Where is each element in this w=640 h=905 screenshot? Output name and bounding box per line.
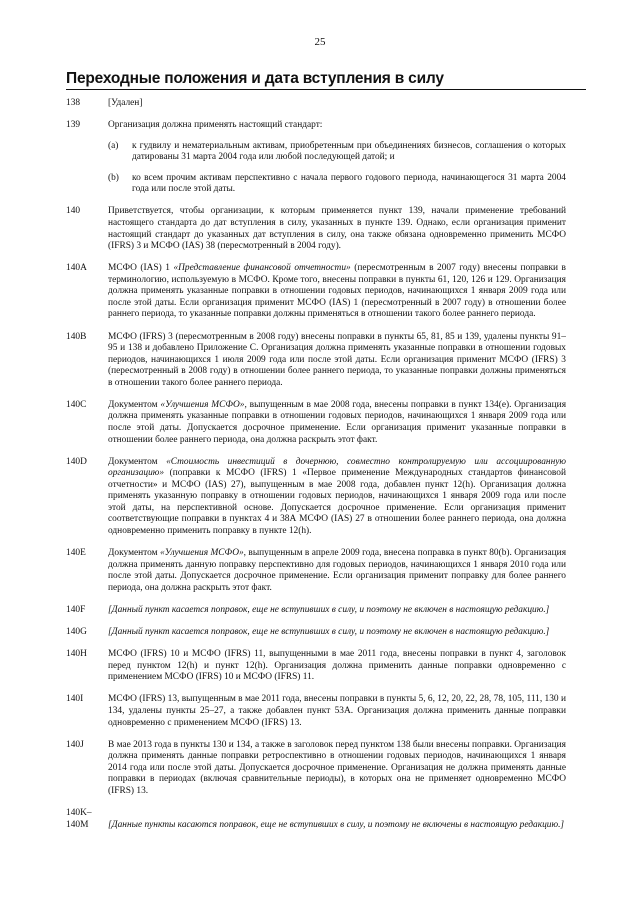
subitem-label: (a) <box>108 140 119 151</box>
paragraph-138 <box>66 98 566 110</box>
paragraph-number: 140B <box>66 331 87 342</box>
paragraph-140h <box>66 649 566 684</box>
text-run: Документом <box>108 399 161 410</box>
subitem-a <box>108 141 566 164</box>
paragraph-text-block <box>108 120 566 196</box>
paragraph-140j <box>66 740 566 798</box>
italic-title: «Улучшения МСФО» <box>160 548 244 559</box>
paragraph-text: В мае 2013 года в пункты 130 и 134, а также в заголовок перед пунктом 138 были внесены поправки. Организация должна применять данные поправки ретроспективно в отношении годовых периодов, начинающихся 1 января 2014 года или после этой даты. Допускается досрочное применение. Организация не должна применять данные поправки в периодах (включая сравнительные периоды), в которых она не применяет одновременно МСФО (IFRS) 13. <box>108 739 566 796</box>
subitem-text: к гудвилу и нематериальным активам, приобретенным при объединениях бизнесов, соглашения о которых датированы 31 марта 2004 года или любой последующей датой; и <box>132 140 566 163</box>
paragraph-number: 140C <box>66 399 87 410</box>
paragraph-139 <box>66 120 566 196</box>
paragraph-number: 140A <box>66 263 87 274</box>
text-run: , выпущенным в апреле 2009 года, внесена поправка в пункт 80(b). Организация должна применять данную поправку перспективно для годовых периодов, начинающихся 1 января 2010 года или после этой даты. Допускается досрочное применение. Если организация применит поправку для более раннего периода, она должна раскрыть этот факт. <box>108 548 566 593</box>
document-body <box>66 98 566 831</box>
paragraph-text: МСФО (IFRS) 3 (пересмотренным в 2008 году) внесены поправки в пункты 65, 81, 85 и 139, удалены пункты 91–95 и 138 и добавлено Приложение С. Организация должна применять указанные поправки в отношении годовых периодов, начинающихся 1 июля 2009 года или после этой даты. Если организация применит МСФО (IFRS) 3 (пересмотренный в 2008 году) в отношении более раннего периода, то указанные поправки должны применяться в отношении такого более раннего периода. <box>108 331 566 388</box>
text-run: (пересмотренным в 2007 году) внесены поправки в терминологию, используемую в МСФО. Кроме того, внесены поправки в пункты 61, 120, 126 и 129. Организация должна применять указанные поправки в отношении годовых периодов, начинающихся 1 января 2009 года или после этой даты. Если организация применит МСФО (IAS) 1 (пересмотренный в 2007 году) в отношении более раннего периода, то указанные поправки должны применяться в отношении такого более раннего периода. <box>108 263 566 320</box>
text-run: (поправки к МСФО (IFRS) 1 «Первое применение Международных стандартов финансовой отчетности» и МСФО (IAS) 27), выпущенным в мае 2008 года, добавлен пункт 12(h). Организация должна применять указанную поправку в отношении годовых периодов, начинающихся 1 января 2009 года или после этой даты, на перспективной основе. Допускается досрочное применение. Если организация применит соответствующие поправки в пунктах 4 и 38А МСФО (IAS) 27 в отношении более раннего периода, она должна одновременно применить поправку в пункте 12(h). <box>108 468 566 536</box>
paragraph-text: Приветствуется, чтобы организации, к которым применяется пункт 139, начали применение требований настоящего стандарта до дат вступления в силу, указанных в пункте 139. Однако, если организация применит настоящий стандарт до указанных дат вступления в силу, она также обязана одновременно применить МСФО (IFRS) 3 и МСФО (IAS) 38 (пересмотренный в 2004 году). <box>108 206 566 252</box>
paragraph-number: 140 <box>66 206 81 217</box>
paragraph-number: 140J <box>66 739 84 750</box>
paragraph-140a <box>66 263 566 321</box>
paragraph-140g <box>66 627 566 639</box>
paragraph-number: 140F <box>66 604 86 615</box>
paragraph-text: Организация должна применять настоящий стандарт: <box>108 120 323 131</box>
paragraph-number: 138 <box>66 98 81 108</box>
italic-note: [Данный пункт касается поправок, еще не вступивших в силу, и поэтому не включен в настоящую редакцию.] <box>108 627 550 638</box>
italic-note: [Данные пункты касаются поправок, еще не вступивших в силу, и поэтому не включены в настоящую редакцию.] <box>108 819 565 830</box>
italic-title: «Стоимость инвестиций в дочернюю, совместно контролируемую или ассоциированную организацию» <box>108 456 566 479</box>
paragraph-number: 140E <box>66 548 86 559</box>
paragraph-140d <box>66 457 566 538</box>
subitem-b <box>108 173 566 196</box>
section-heading: Переходные положения и дата вступления в силу <box>66 70 586 90</box>
paragraph-number-line: 140K– <box>66 807 92 818</box>
paragraph-text <box>108 548 566 594</box>
paragraph-140c <box>66 400 566 446</box>
subitem-text: ко всем прочим активам перспективно с начала первого годового периода, начинающегося 31 марта 2004 года или после этой даты. <box>132 172 566 195</box>
paragraph-number: 140I <box>66 694 84 705</box>
text-run: Документом <box>108 548 161 559</box>
paragraph-text <box>108 263 566 321</box>
paragraph-text: МСФО (IFRS) 10 и МСФО (IFRS) 11, выпущенными в мае 2011 года, внесены поправки в пункт 4, заголовок перед пунктом 12(h) и пункт 12(h). Организация должна применить данные поправки одновременно с применением МСФО (IFRS) 10 и МСФО (IFRS) 11. <box>108 649 566 683</box>
paragraph-number <box>66 808 108 831</box>
text-run: МСФО (IAS) 1 <box>108 263 174 274</box>
paragraph-number: 140D <box>66 456 87 467</box>
paragraph-140f <box>66 605 566 617</box>
paragraph-text <box>108 808 566 831</box>
paragraph-text: [Удален] <box>108 98 143 108</box>
paragraph-number: 140H <box>66 649 87 660</box>
paragraph-140e <box>66 548 566 594</box>
paragraph-140b <box>66 332 566 390</box>
text-run: , выпущенным в мае 2008 года, внесены поправки в пункт 134(е). Организация должна применять указанные поправки в отношении годовых периодов, начинающихся 1 января 2009 года или после этой даты. Допускается досрочное применение. Если организация применит указанные поправки в отношении более раннего периода, она должна раскрыть этот факт. <box>108 399 567 445</box>
paragraph-number: 139 <box>66 120 81 131</box>
paragraph-text <box>108 605 566 617</box>
paragraph-140i <box>66 694 566 729</box>
paragraph-140k-140m <box>66 808 566 831</box>
text-run: Документом <box>108 456 167 467</box>
paragraph-text <box>108 627 566 639</box>
italic-title: «Представление финансовой отчетности» <box>173 263 351 274</box>
paragraph-140 <box>66 206 566 252</box>
paragraph-text: МСФО (IFRS) 13, выпущенным в мае 2011 года, внесены поправки в пункты 5, 6, 12, 20, 22, 28, 78, 105, 111, 130 и 134, удалены пункты 25–27, а также добавлен пункт 53А. Организация должна применить данные поправки одновременно с применением МСФО (IFRS) 13. <box>108 694 566 728</box>
paragraph-text <box>108 400 566 446</box>
italic-title: «Улучшения МСФО» <box>160 399 245 410</box>
subitem-label: (b) <box>108 172 119 183</box>
page-number: 25 <box>314 36 326 48</box>
paragraph-number: 140G <box>66 627 87 638</box>
paragraph-text <box>108 457 566 538</box>
italic-note: [Данный пункт касается поправок, еще не вступивших в силу, и поэтому не включен в настоящую редакцию.] <box>108 604 550 615</box>
paragraph-number-line: 140M <box>66 819 89 830</box>
